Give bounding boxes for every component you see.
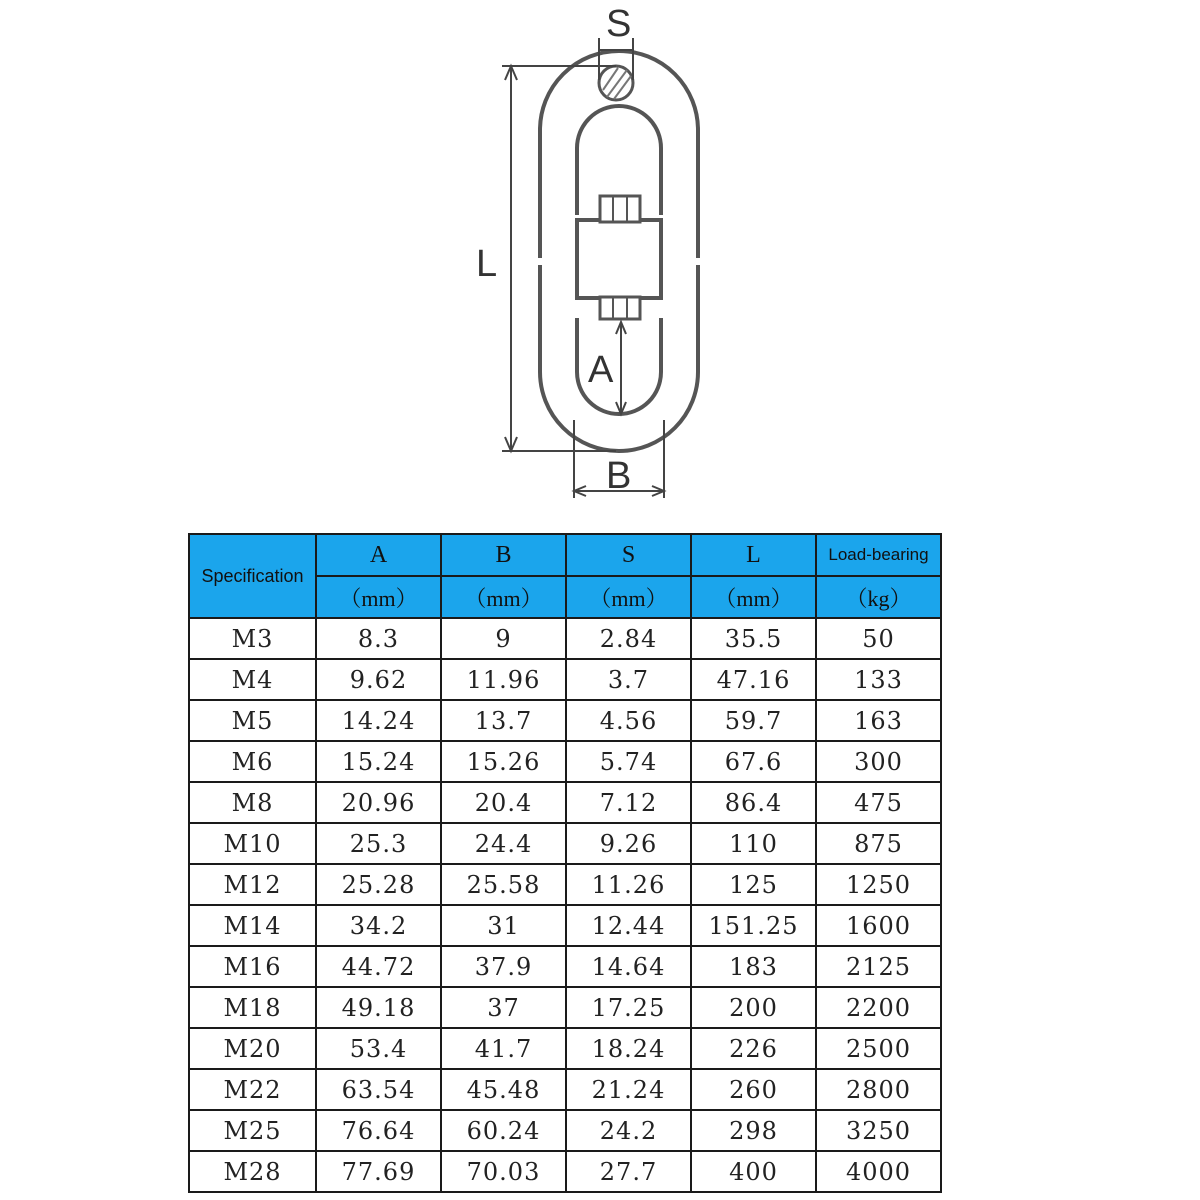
header-s: S: [566, 534, 691, 576]
cell-load: 3250: [816, 1110, 941, 1151]
cell-b: 9: [441, 618, 566, 659]
cell-a: 76.64: [316, 1110, 441, 1151]
cell-load: 475: [816, 782, 941, 823]
cell-spec: M18: [189, 987, 316, 1028]
cell-s: 2.84: [566, 618, 691, 659]
cell-b: 41.7: [441, 1028, 566, 1069]
cell-l: 35.5: [691, 618, 816, 659]
table-row: [189, 864, 941, 905]
cell-spec: M8: [189, 782, 316, 823]
cell-spec: M16: [189, 946, 316, 987]
table-row: [189, 659, 941, 700]
cell-s: 4.56: [566, 700, 691, 741]
cell-s: 27.7: [566, 1151, 691, 1192]
cell-s: 24.2: [566, 1110, 691, 1151]
cell-b: 24.4: [441, 823, 566, 864]
unit-b: （mm）: [441, 576, 566, 618]
label-a: A: [588, 349, 614, 391]
swivel-dimension-diagram: [0, 0, 1200, 520]
header-load-bearing: Load-bearing: [816, 534, 941, 576]
unit-l: （mm）: [691, 576, 816, 618]
cell-a: 20.96: [316, 782, 441, 823]
bottom-nut: [600, 297, 640, 319]
table-row: [189, 1151, 941, 1192]
cell-b: 60.24: [441, 1110, 566, 1151]
label-l: L: [476, 243, 498, 285]
cell-a: 44.72: [316, 946, 441, 987]
cell-load: 2500: [816, 1028, 941, 1069]
cell-a: 63.54: [316, 1069, 441, 1110]
cell-load: 1250: [816, 864, 941, 905]
cell-a: 53.4: [316, 1028, 441, 1069]
cell-s: 14.64: [566, 946, 691, 987]
cell-a: 8.3: [316, 618, 441, 659]
unit-load: （kg）: [816, 576, 941, 618]
cell-a: 77.69: [316, 1151, 441, 1192]
cell-load: 50: [816, 618, 941, 659]
cell-b: 15.26: [441, 741, 566, 782]
cell-load: 300: [816, 741, 941, 782]
cell-a: 14.24: [316, 700, 441, 741]
swivel-barrel: [577, 220, 661, 298]
cell-l: 59.7: [691, 700, 816, 741]
cell-spec: M14: [189, 905, 316, 946]
cell-spec: M3: [189, 618, 316, 659]
label-b: B: [606, 455, 632, 497]
cell-load: 2200: [816, 987, 941, 1028]
label-s: S: [606, 3, 632, 45]
cell-s: 5.74: [566, 741, 691, 782]
cell-b: 37: [441, 987, 566, 1028]
cell-s: 21.24: [566, 1069, 691, 1110]
table-row: [189, 741, 941, 782]
cell-l: 125: [691, 864, 816, 905]
cell-s: 7.12: [566, 782, 691, 823]
cell-load: 875: [816, 823, 941, 864]
cell-a: 25.3: [316, 823, 441, 864]
table-body: [189, 618, 941, 1192]
cell-load: 163: [816, 700, 941, 741]
cell-a: 9.62: [316, 659, 441, 700]
cell-spec: M20: [189, 1028, 316, 1069]
cell-a: 49.18: [316, 987, 441, 1028]
unit-a: （mm）: [316, 576, 441, 618]
cell-b: 20.4: [441, 782, 566, 823]
header-l: L: [691, 534, 816, 576]
cell-l: 260: [691, 1069, 816, 1110]
cell-s: 17.25: [566, 987, 691, 1028]
cell-spec: M28: [189, 1151, 316, 1192]
table-row: [189, 823, 941, 864]
cell-spec: M6: [189, 741, 316, 782]
table-row: [189, 1069, 941, 1110]
cell-load: 133: [816, 659, 941, 700]
table-row: [189, 1110, 941, 1151]
cell-s: 18.24: [566, 1028, 691, 1069]
unit-s: （mm）: [566, 576, 691, 618]
cell-l: 200: [691, 987, 816, 1028]
cell-load: 1600: [816, 905, 941, 946]
cell-a: 34.2: [316, 905, 441, 946]
cell-b: 70.03: [441, 1151, 566, 1192]
cell-b: 13.7: [441, 700, 566, 741]
cell-spec: M5: [189, 700, 316, 741]
cell-l: 67.6: [691, 741, 816, 782]
header-specification: Specification: [189, 534, 316, 618]
header-a: A: [316, 534, 441, 576]
cell-s: 9.26: [566, 823, 691, 864]
cell-spec: M4: [189, 659, 316, 700]
cell-s: 12.44: [566, 905, 691, 946]
cell-load: 2125: [816, 946, 941, 987]
table-row: [189, 905, 941, 946]
header-b: B: [441, 534, 566, 576]
cell-spec: M22: [189, 1069, 316, 1110]
cell-b: 31: [441, 905, 566, 946]
cell-load: 4000: [816, 1151, 941, 1192]
cell-l: 400: [691, 1151, 816, 1192]
cell-l: 298: [691, 1110, 816, 1151]
cell-l: 86.4: [691, 782, 816, 823]
cell-s: 3.7: [566, 659, 691, 700]
cell-spec: M25: [189, 1110, 316, 1151]
cell-a: 15.24: [316, 741, 441, 782]
specification-table: [188, 533, 942, 1193]
table-row: [189, 618, 941, 659]
cell-b: 45.48: [441, 1069, 566, 1110]
top-nut: [600, 196, 640, 222]
cell-s: 11.26: [566, 864, 691, 905]
cell-l: 110: [691, 823, 816, 864]
table-row: [189, 946, 941, 987]
cell-spec: M12: [189, 864, 316, 905]
cell-l: 151.25: [691, 905, 816, 946]
cell-l: 183: [691, 946, 816, 987]
table-row: [189, 700, 941, 741]
cell-b: 25.58: [441, 864, 566, 905]
table-row: [189, 782, 941, 823]
cell-l: 226: [691, 1028, 816, 1069]
cell-spec: M10: [189, 823, 316, 864]
table-row: [189, 1028, 941, 1069]
cell-a: 25.28: [316, 864, 441, 905]
cell-l: 47.16: [691, 659, 816, 700]
cell-b: 11.96: [441, 659, 566, 700]
cell-load: 2800: [816, 1069, 941, 1110]
table-row: [189, 987, 941, 1028]
cell-b: 37.9: [441, 946, 566, 987]
